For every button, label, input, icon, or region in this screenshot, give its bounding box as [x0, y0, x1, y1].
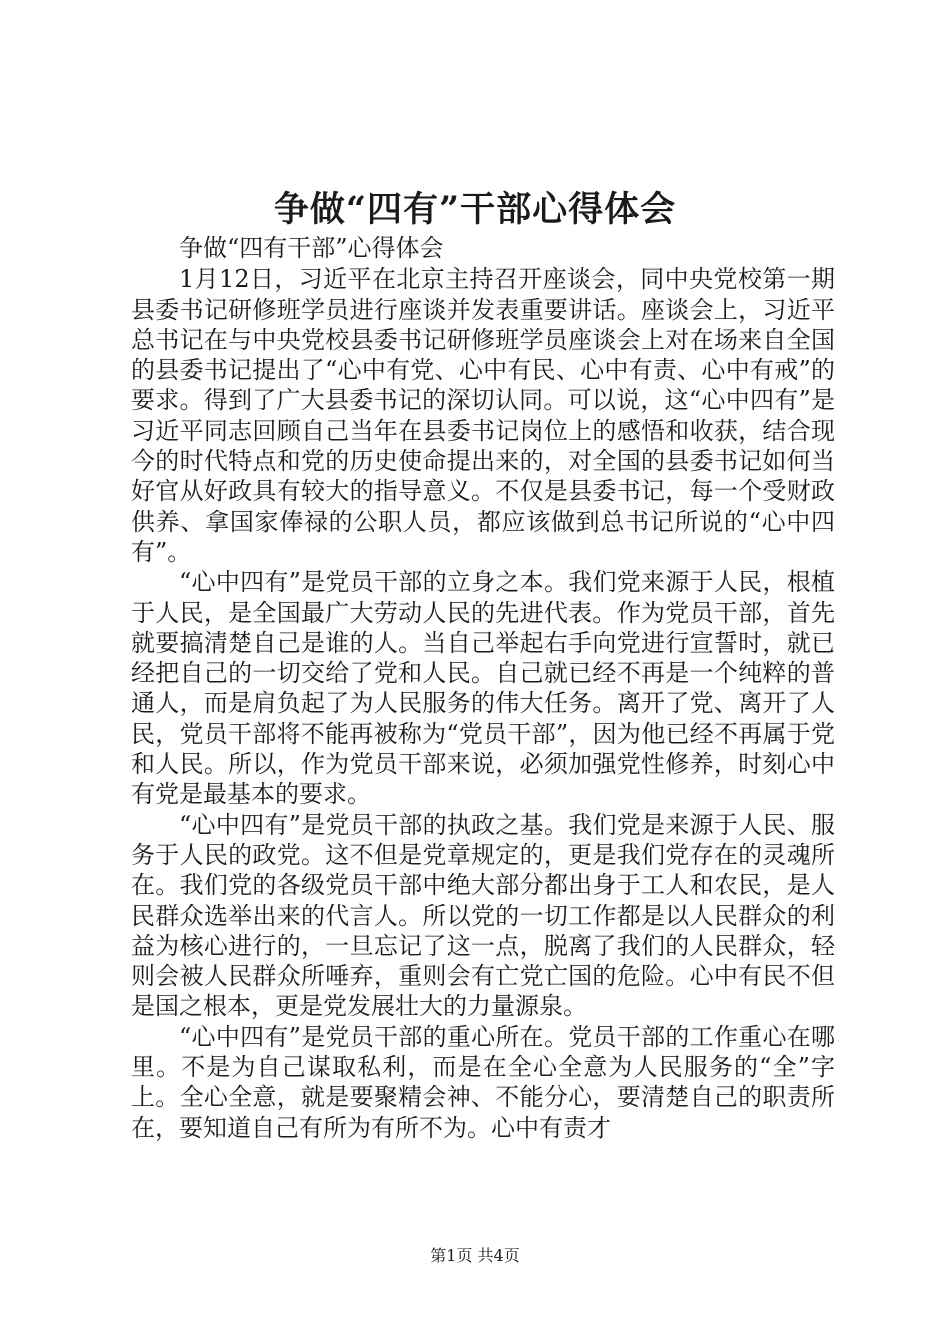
page-footer: 第1页 共4页	[430, 1246, 520, 1265]
paragraph-2: “心中四有”是党员干部的立身之本。我们党来源于人民，根植于人民，是全国最广大劳动人民的先进代表。作为党员干部，首先就要搞清楚自己是谁的人。当自己举起右手向党进行宣誓时，就已经把自己的一切交给了党和人民。自己就已经不再是一个纯粹的普通人，而是肩负起了为人民服务的伟大任务。离开了党、离开了人民，党员干部将不能再被称为“党员干部”，因为他已经不再属于党和人民。所以，作为党员干部来说，必须加强党性修养，时刻心中有党是最基本的要求。	[131, 568, 835, 809]
paragraph-4: “心中四有”是党员干部的重心所在。党员干部的工作重心在哪里。不是为自己谋取私利，而是在全心全意为人民服务的“全”字上。全心全意，就是要聚精会神、不能分心，要清楚自己的职责所在，要知道自己有所为有所不为。心中有责才	[131, 1022, 835, 1142]
paragraph-1: 1月12日，习近平在北京主持召开座谈会，同中央党校第一期县委书记研修班学员进行座谈并发表重要讲话。座谈会上，习近平总书记在与中央党校县委书记研修班学员座谈会上对在场来自全国的县委书记提出了“心中有党、心中有民、心中有责、心中有戒”的要求。得到了广大县委书记的深切认同。可以说，这“心中四有”是习近平同志回顾自己当年在县委书记岗位上的感悟和收获，结合现今的时代特点和党的历史使命提出来的，对全国的县委书记如何当好官从好政具有较大的指导意义。不仅是县委书记，每一个受财政供养、拿国家俸禄的公职人员，都应该做到总书记所说的“心中四有”。	[131, 265, 835, 566]
document-body	[131, 233, 835, 1143]
document-title: 争做“四有”干部心得体会	[273, 189, 677, 230]
paragraph-subtitle: 争做“四有干部”心得体会	[179, 234, 444, 262]
paragraph-3: “心中四有”是党员干部的执政之基。我们党是来源于人民、服务于人民的政党。这不但是党章规定的，更是我们党存在的灵魂所在。我们党的各级党员干部中绝大部分都出身于工人和农民，是人民群众选举出来的代言人。所以党的一切工作都是以人民群众的利益为核心进行的，一旦忘记了这一点，脱离了我们的人民群众，轻则会被人民群众所唾弃，重则会有亡党亡国的危险。心中有民不但是国之根本，更是党发展壮大的力量源泉。	[131, 810, 835, 1021]
